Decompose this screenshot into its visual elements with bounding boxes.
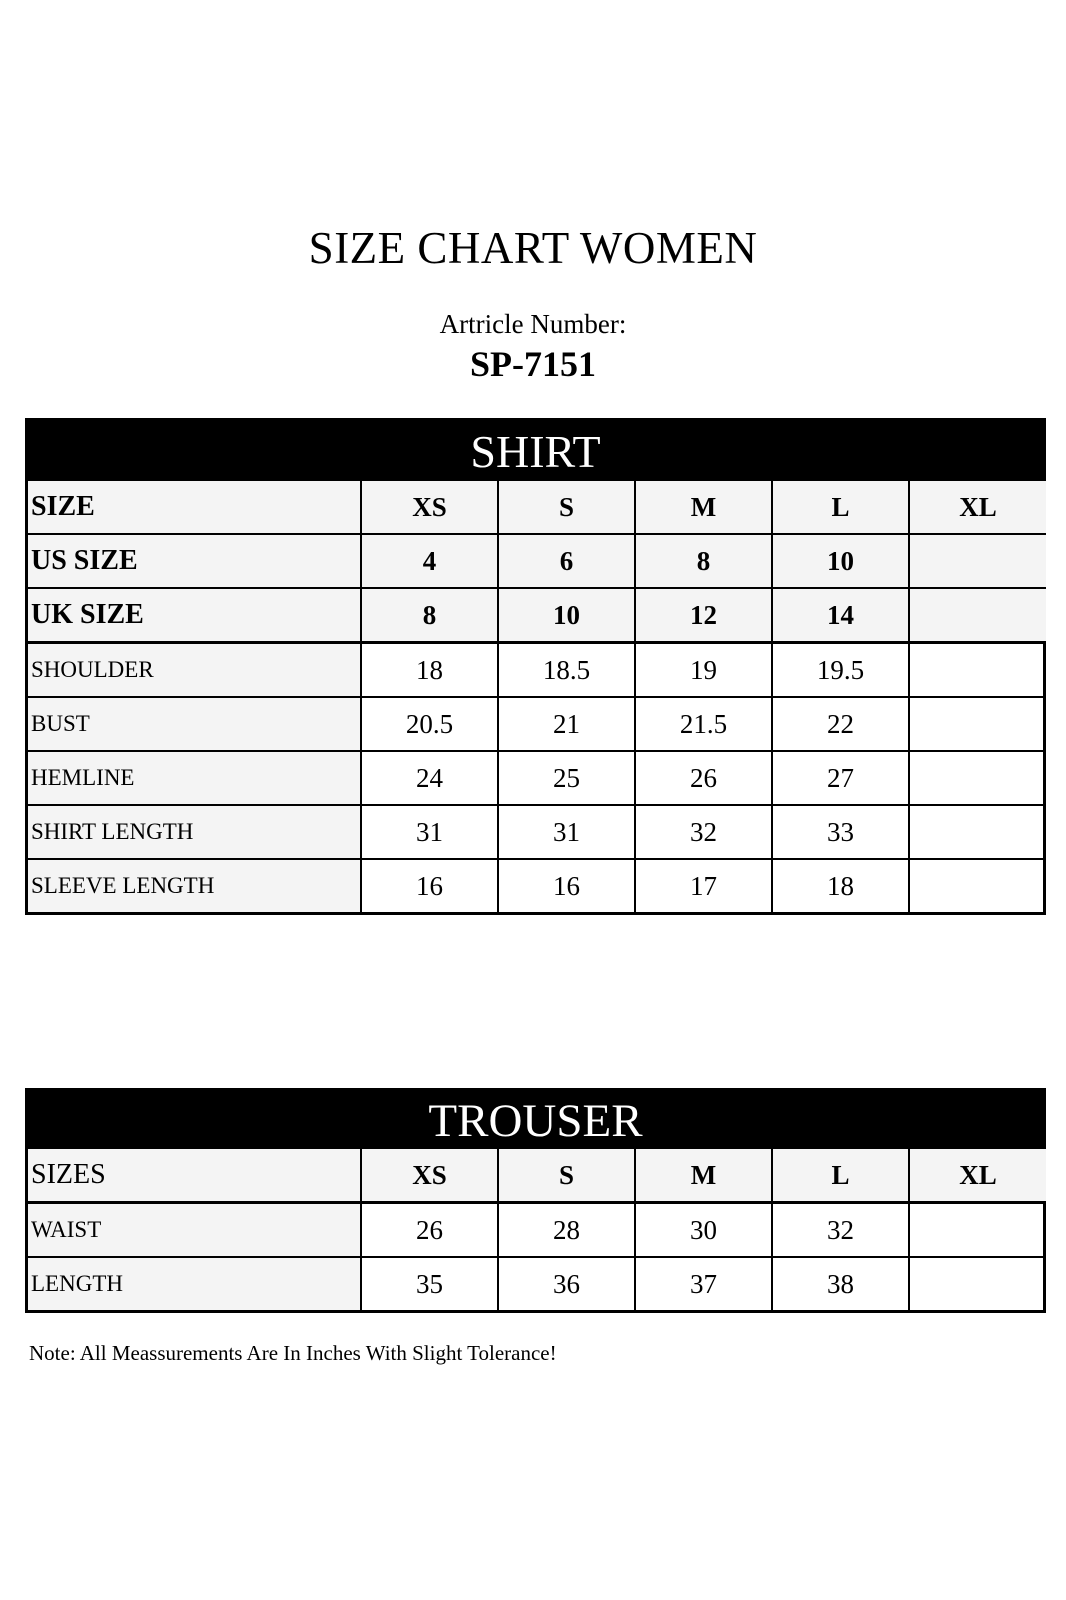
table-cell: 22: [772, 697, 909, 751]
table-cell: 35: [361, 1257, 498, 1310]
size-header-cell: L: [772, 481, 909, 534]
row-label: WAIST: [28, 1203, 361, 1258]
row-label: SHIRT LENGTH: [28, 805, 361, 859]
table-cell: 8: [635, 534, 772, 588]
table-row: [28, 805, 1046, 859]
table-cell: 26: [635, 751, 772, 805]
table-cell: 32: [772, 1203, 909, 1258]
trouser-chart-heading: TROUSER: [28, 1091, 1043, 1149]
table-cell: 24: [361, 751, 498, 805]
shirt-size-header-row: [28, 481, 1046, 534]
table-cell: 18: [361, 643, 498, 698]
table-row: [28, 643, 1046, 698]
table-row: [28, 588, 1046, 643]
size-header-cell: L: [772, 1149, 909, 1203]
size-header-cell: XL: [909, 1149, 1046, 1203]
table-cell: 14: [772, 588, 909, 643]
shirt-size-table: [28, 481, 1046, 912]
table-cell: 19: [635, 643, 772, 698]
size-header-cell: XS: [361, 481, 498, 534]
table-cell: 38: [772, 1257, 909, 1310]
shirt-size-chart: [25, 418, 1046, 915]
table-cell: [909, 751, 1046, 805]
table-row: [28, 534, 1046, 588]
table-cell: 10: [772, 534, 909, 588]
table-cell: 16: [361, 859, 498, 912]
table-cell: 33: [772, 805, 909, 859]
size-header-cell: S: [498, 1149, 635, 1203]
size-header-cell: M: [635, 1149, 772, 1203]
table-cell: 31: [361, 805, 498, 859]
row-label: HEMLINE: [28, 751, 361, 805]
size-header-cell: S: [498, 481, 635, 534]
size-header-cell: M: [635, 481, 772, 534]
table-cell: 20.5: [361, 697, 498, 751]
table-row: [28, 697, 1046, 751]
table-cell: 36: [498, 1257, 635, 1310]
article-number: SP-7151: [470, 344, 596, 384]
table-cell: 12: [635, 588, 772, 643]
row-label: SHOULDER: [28, 643, 361, 698]
row-label: SLEEVE LENGTH: [28, 859, 361, 912]
table-cell: 37: [635, 1257, 772, 1310]
table-row: [28, 1203, 1046, 1258]
table-cell: 32: [635, 805, 772, 859]
table-cell: [909, 588, 1046, 643]
table-cell: 21.5: [635, 697, 772, 751]
measurement-note: Note: All Meassurements Are In Inches With Slight Tolerance!: [29, 1341, 557, 1365]
table-cell: 6: [498, 534, 635, 588]
page-title: SIZE CHART WOMEN: [308, 223, 758, 273]
table-cell: 28: [498, 1203, 635, 1258]
row-label: SIZES: [28, 1149, 361, 1203]
row-label: BUST: [28, 697, 361, 751]
size-header-cell: XL: [909, 481, 1046, 534]
trouser-size-table: [28, 1149, 1046, 1310]
table-cell: 4: [361, 534, 498, 588]
row-label: LENGTH: [28, 1257, 361, 1310]
table-cell: 18: [772, 859, 909, 912]
table-cell: [909, 859, 1046, 912]
table-cell: 21: [498, 697, 635, 751]
table-row: [28, 751, 1046, 805]
table-cell: 25: [498, 751, 635, 805]
table-cell: [909, 534, 1046, 588]
table-cell: 8: [361, 588, 498, 643]
table-cell: 30: [635, 1203, 772, 1258]
table-cell: [909, 1257, 1046, 1310]
table-cell: 31: [498, 805, 635, 859]
size-header-cell: XS: [361, 1149, 498, 1203]
trouser-size-header-row: [28, 1149, 1046, 1203]
table-cell: 18.5: [498, 643, 635, 698]
table-cell: 16: [498, 859, 635, 912]
shirt-chart-heading: SHIRT: [28, 421, 1043, 481]
table-cell: [909, 1203, 1046, 1258]
article-number-label: Artricle Number:: [439, 309, 627, 339]
table-cell: 27: [772, 751, 909, 805]
table-cell: 17: [635, 859, 772, 912]
table-cell: [909, 697, 1046, 751]
table-row: [28, 859, 1046, 912]
table-cell: [909, 805, 1046, 859]
table-cell: 10: [498, 588, 635, 643]
table-row: [28, 1257, 1046, 1310]
table-cell: 19.5: [772, 643, 909, 698]
trouser-size-chart: [25, 1088, 1046, 1313]
table-cell: 26: [361, 1203, 498, 1258]
table-cell: [909, 643, 1046, 698]
row-label: SIZE: [28, 481, 361, 534]
row-label: UK SIZE: [28, 588, 361, 643]
row-label: US SIZE: [28, 534, 361, 588]
